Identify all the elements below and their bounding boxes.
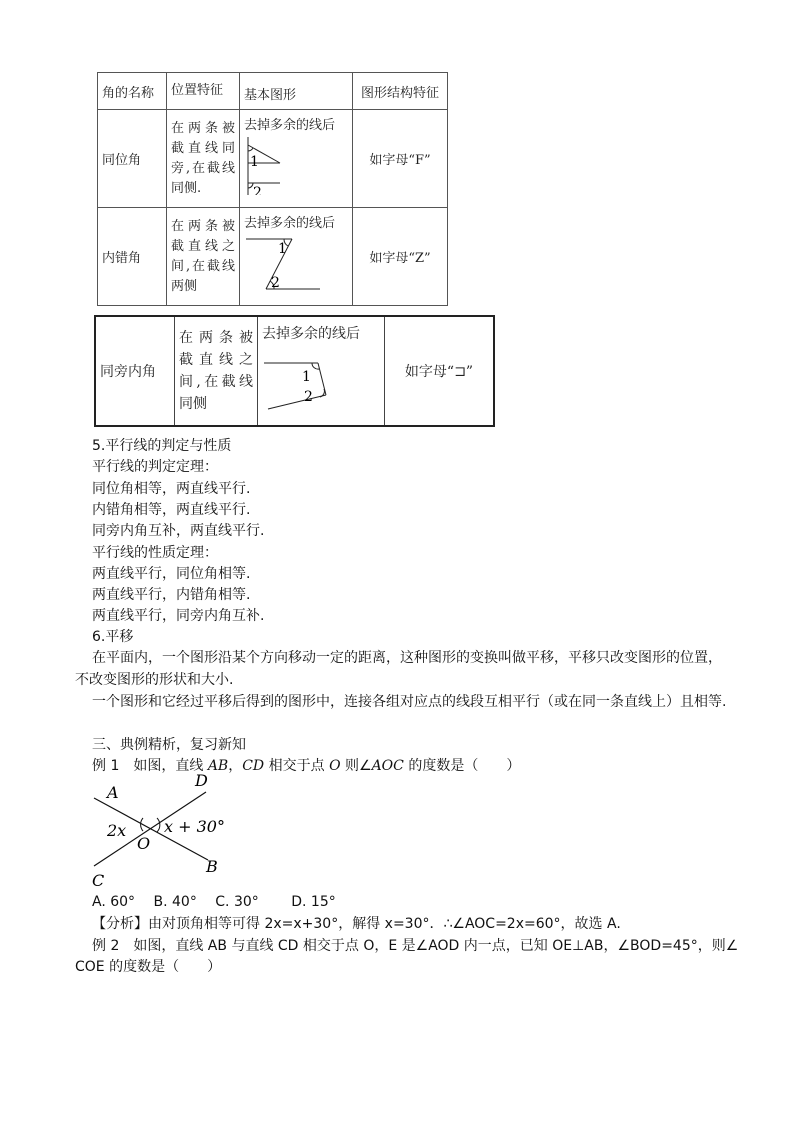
basic-shape-cell bbox=[240, 208, 353, 306]
header-cell: 基本图形 bbox=[240, 73, 353, 110]
example-2-question: 例 2 如图，直线 AB 与直线 CD 相交于点 O，E 是∠AOD 内一点，已知 OE⊥AB，∠BOD=45°，则∠ bbox=[92, 938, 739, 954]
option-c: C. 30° bbox=[215, 894, 259, 910]
position-line: 间,在截线 bbox=[179, 374, 253, 390]
q-text: 例 1 如图，直线 bbox=[92, 758, 208, 774]
theorem-line: 同位角相等，两直线平行. bbox=[92, 481, 251, 497]
alternate-angles-figure bbox=[244, 231, 348, 293]
label-A: A bbox=[107, 783, 119, 802]
position-line: 在两条被 bbox=[179, 330, 253, 346]
header-cell: 图形结构特征 bbox=[353, 73, 448, 110]
section-title: 5.平行线的判定与性质 bbox=[92, 438, 232, 454]
shape-caption: 去掉多余的线后 bbox=[244, 216, 336, 231]
subsection-title: 平行线的性质定理： bbox=[92, 545, 218, 561]
basic-shape-cell bbox=[258, 316, 385, 426]
label-O: O bbox=[137, 834, 151, 853]
position-line: 在两条被 bbox=[171, 218, 235, 234]
example-1-figure bbox=[80, 768, 260, 890]
position-feature bbox=[167, 208, 240, 306]
paragraph: 一个图形和它经过平移后得到的图形中，连接各组对应点的线段互相平行（或在同一条直线上）且相等. bbox=[92, 694, 727, 710]
option-b: B. 40° bbox=[153, 894, 197, 910]
angle-label-1: 1 bbox=[278, 241, 287, 257]
option-a: A. 60° bbox=[92, 894, 136, 910]
position-line: 同侧. bbox=[171, 180, 202, 196]
header-cell: 角的名称 bbox=[98, 73, 167, 110]
structure-feature: 如字母“F” bbox=[353, 110, 448, 208]
angle-label-1: 1 bbox=[250, 154, 259, 170]
table-header-row bbox=[98, 73, 448, 110]
angle-name: 同旁内角 bbox=[95, 316, 175, 426]
position-feature bbox=[175, 316, 258, 426]
example-2-question-cont: COE 的度数是（ ） bbox=[75, 959, 222, 975]
label-C: C bbox=[92, 871, 105, 890]
option-d: D. 15° bbox=[291, 894, 336, 910]
theorem-line: 内错角相等，两直线平行. bbox=[92, 502, 251, 518]
angle-label-2: 2 bbox=[304, 389, 313, 405]
position-line: 截直线同 bbox=[171, 140, 235, 156]
q-var: O bbox=[329, 758, 341, 774]
label-B: B bbox=[206, 857, 218, 876]
q-var: CD bbox=[242, 758, 265, 774]
q-text: ， bbox=[228, 758, 243, 774]
q-text: 相交于点 bbox=[264, 758, 330, 774]
q-text: 的度数是（ ） bbox=[403, 758, 521, 774]
angle-name: 同位角 bbox=[98, 110, 167, 208]
q-text: 则∠ bbox=[340, 758, 372, 774]
label-2x: 2x bbox=[107, 821, 127, 840]
section-title: 三、典例精析，复习新知 bbox=[92, 737, 246, 753]
position-line: 两侧 bbox=[171, 278, 198, 294]
basic-shape-cell bbox=[240, 110, 353, 208]
table-row bbox=[98, 110, 448, 208]
theorem-line: 同旁内角互补，两直线平行. bbox=[92, 523, 265, 539]
section-title: 6.平移 bbox=[92, 629, 134, 645]
position-line: 同侧 bbox=[179, 396, 207, 412]
angle-name: 内错角 bbox=[98, 208, 167, 306]
table-row bbox=[98, 208, 448, 306]
shape-caption: 去掉多余的线后 bbox=[262, 326, 360, 342]
paragraph: 在平面内，一个图形沿某个方向移动一定的距离，这种图形的变换叫做平移，平移只改变图形的位置，不改变图形的形状和大小. bbox=[75, 650, 722, 688]
theorem-line: 两直线平行，同旁内角互补. bbox=[92, 608, 265, 624]
structure-feature: 如字母“Z” bbox=[353, 208, 448, 306]
theorem-line: 两直线平行，内错角相等. bbox=[92, 587, 251, 603]
angle-label-1: 1 bbox=[302, 369, 311, 385]
label-D: D bbox=[195, 771, 208, 790]
corresponding-angles-figure bbox=[244, 133, 348, 195]
angle-label-2: 2 bbox=[253, 185, 262, 195]
header-cell: 位置特征 bbox=[167, 73, 240, 110]
position-line: 截直线之 bbox=[179, 352, 253, 368]
table-row bbox=[95, 316, 494, 426]
example-1-analysis: 【分析】由对顶角相等可得 2x=x+30°，解得 x=30°．∴∠AOC=2x=60°，故选 A. bbox=[92, 916, 621, 932]
position-line: 截直线之 bbox=[171, 238, 235, 254]
position-line: 间,在截线 bbox=[171, 258, 235, 274]
same-side-interior-figure bbox=[262, 343, 376, 413]
label-x-plus-30: x + 30° bbox=[164, 817, 225, 836]
q-var: AOC bbox=[371, 758, 404, 774]
subsection-title: 平行线的判定定理： bbox=[92, 459, 218, 475]
theorem-line: 两直线平行，同位角相等. bbox=[92, 566, 251, 582]
position-feature bbox=[167, 110, 240, 208]
angle-table bbox=[97, 72, 448, 306]
shape-caption: 去掉多余的线后 bbox=[244, 118, 336, 133]
position-line: 旁,在截线 bbox=[171, 160, 235, 176]
q-var: AB bbox=[207, 758, 229, 774]
interior-angles-table bbox=[94, 315, 495, 427]
structure-feature: 如字母“⊐” bbox=[385, 316, 495, 426]
angle-label-2: 2 bbox=[271, 275, 280, 291]
position-line: 在两条被 bbox=[171, 120, 235, 136]
example-1-options bbox=[92, 892, 336, 913]
